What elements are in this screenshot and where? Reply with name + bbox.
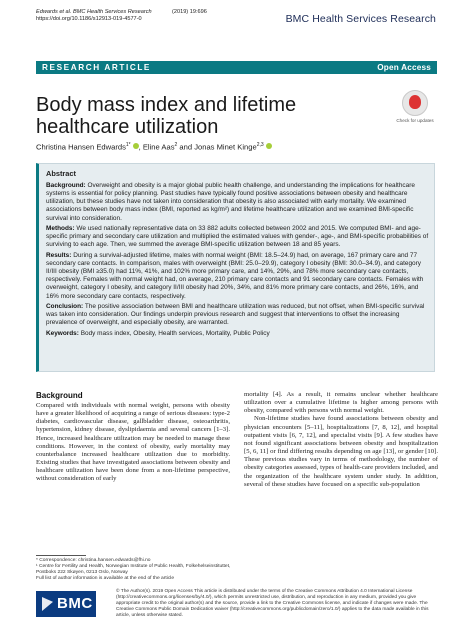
abstract-heading: Abstract [46,169,76,178]
footnote-divider [36,555,86,556]
author-1[interactable]: Christina Hansen Edwards [36,142,126,152]
citation-doi[interactable]: https://doi.org/10.1186/s12913-019-4577-0 [36,16,142,23]
body-paragraph: Compared with individuals with normal weight, persons with obesity have a greater likelihood of acquiring a range of serious diseases: type-2 diabetes, cardiovascular disease, gallbladder disease, osteoarthritis, hypertension, kidney disease, dyslipidaemia and several cancers [1–3]. Hence, increased healthcare utilization may be needed to manage these conditions. However, in the context of obesity, early mortality may counterbalance increased healthcare utilization due to morbidity. Existing studies that have investigated associations between obesity and healthcare utilization have been done from a non-lifetime perspective, without consideration of early [36,402,230,483]
check-for-updates-button[interactable] [396,90,434,123]
author-2[interactable]: , Eline Aas [138,142,175,152]
orcid-icon[interactable] [266,143,272,149]
author-list [36,142,272,152]
abstract-methods: Methods: We used nationally representative data on 33 882 adults collected between 2002 and 2015. We computed BMI- and age-specific primary and secondary care utilization and multiplied the estimated values with gender-, age-, and BMI-specific probabilities of surviving to each age. Then, we summed the average BMI-specific utilization between 18 and 85 years. [46,225,429,249]
abstract-conclusion: Conclusion: The positive association between BMI and healthcare utilization was reduced, but not offset, when BMI-specific survival was taken into consideration. Our findings underpin previous research and suggest that interventions to offset the increasing prevalence of overweight, and especially obesity, are warranted. [46,303,425,327]
author-2-affil: 2 [174,142,178,148]
abstract-background: Background: Overweight and obesity is a major global public health challenge, and understanding the implications for healthcare systems is essential for policy planning. Past studies have typically found positive associations between obesity and healthcare utilization, but these studies have not taken into consideration that obesity is also associated with early mortality. We examined associations between body mass index (BMI, reported as kg/m²) and lifetime healthcare utilization and we examined BMI-specific survival into consideration. [46,182,415,222]
author-1-affil: 1* [125,142,131,148]
body-paragraph: Non-lifetime studies have found associations between obesity and physician encounters [5–11], hospitalizations [7, 8, 12], and hospital outpatient visits [6, 7, 12], and specialist visits [9]. A few studies have not found significant associations between obesity and hospitalization [5, 6, 11] or find differing results depending on age [13], or gender [10]. These previous studies vary in terms of methodology, the number of obesity categories assessed, types of health-care providers included, and the organization of the healthcare system under study. In addition, several of these studies have focused on a specific sub-population [244,415,438,488]
article-type: RESEARCH ARTICLE [42,63,151,72]
license-text: © The Author(s). 2019 Open Access This article is distributed under the terms of the Creative Commons Attribution 4.0 International License (http://creativecommons.org/licenses/by/4.0/), which permits unrestricted use, distribution, and reproduction in any medium, provided you give appropriate credit to the original author(s) and the source, provide a link to the Creative Commons license, and indicate if changes were made. The Creative Commons Public Domain Dedication waiver (http://creativecommons.org/publicdomain/zero/1.0/) applies to the data made available in this article, unless otherwise stated. [116,589,429,618]
body-right-column [244,391,438,489]
check-updates-label: Check for updates [396,118,434,123]
abstract-body [46,182,430,340]
footnote [36,558,231,582]
abstract-keywords: Keywords: Body mass index, Obesity, Health services, Mortality, Public Policy [46,329,270,337]
bmc-logo [36,591,96,617]
author-3-affil: 2,3 [256,142,264,148]
open-access-label: Open Access [377,63,431,72]
journal-brand: BMC Health Services Research [285,13,436,25]
body-paragraph: mortality [4]. As a result, it remains unclear whether healthcare utilization over a cumulative lifetime is higher among persons with obesity, compared with persons with normal weight. [244,391,438,415]
author-3[interactable]: and Jonas Minet Kinge [177,142,257,152]
affiliation: ¹ Centre for Fertility and Health, Norwegian Institute of Public Health, Folkehelseinstituttet, Postboks 222 Skøyen, 0213 Oslo, Norway [36,564,231,576]
correspondence-email[interactable]: * Correspondence: christina.hansen.edwards@fhi.no [36,558,151,563]
body-left-column [36,391,230,484]
abstract-results: Results: During a survival-adjusted lifetime, males with normal weight (BMI: 18.5–24.9) had, on average, 167 primary care and 77 secondary care contacts. In comparison, males with overweight (BMI: 25.0–29.9), category I obesity (BMI: 30.0–34.9), and category II/III obesity (BMI ≥35.0) had 11%, 41%, and 102% more primary care, and 14%, 29%, and 78% more secondary care contacts, respectively. Females with normal weight had, on average, 210 primary care contacts and 91 secondary care contacts. Females with overweight, category I obesity, and category II/III obesity had 20%, 34%, and 81% more primary care contacts, and 26%, 16%, and 16% more secondary care contacts, respectively. [46,251,424,300]
author-info-note: Full list of author information is available at the end of the article [36,576,175,582]
section-heading-background: Background [36,391,83,400]
bmc-logo-text: BMC [57,595,93,612]
article-title: Body mass index and lifetime healthcare utilization [36,94,297,138]
bmc-logo-mark [42,597,53,611]
citation-year: (2019) 19:696 [172,9,207,15]
citation-header [36,9,152,23]
article-banner [36,61,437,74]
citation-journal: Edwards et al. BMC Health Services Research [36,9,152,15]
check-updates-icon [402,90,428,116]
